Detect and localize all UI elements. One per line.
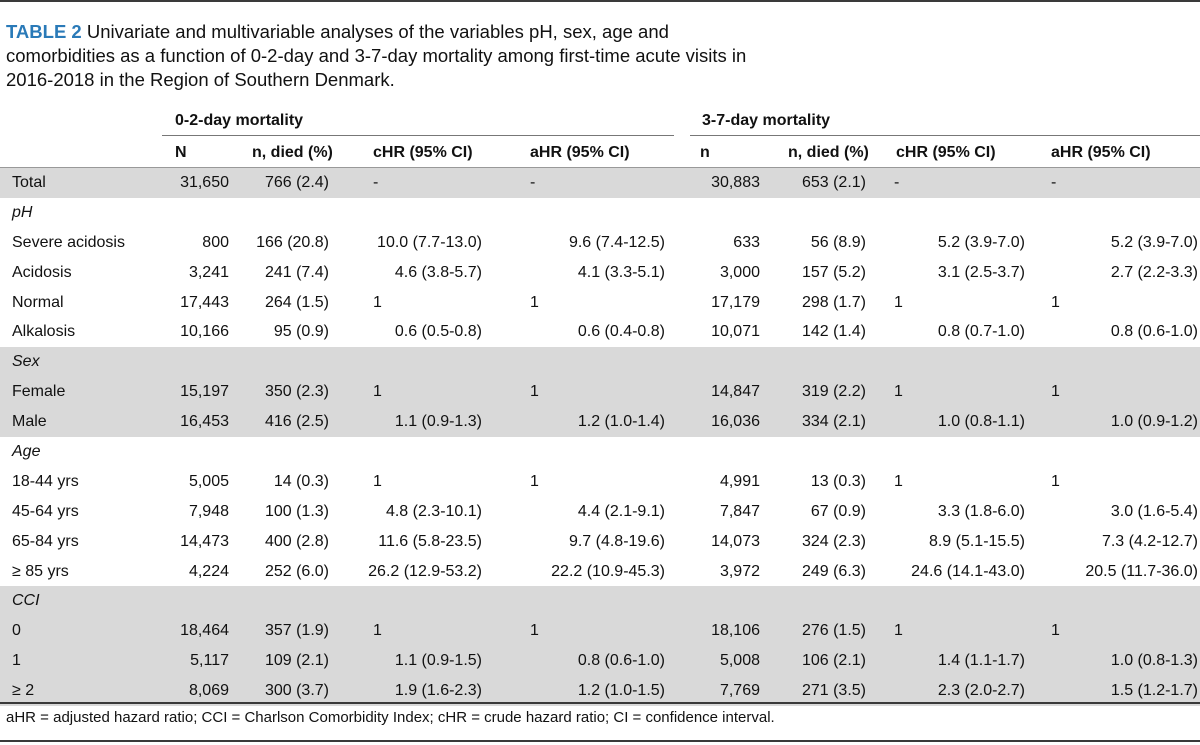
column-header: cHR (95% CI): [357, 138, 510, 168]
footer-rule: [0, 740, 1200, 742]
table-cell: 1.4 (1.1-1.7): [880, 646, 1037, 676]
table-cell: 1.0 (0.9-1.2): [1037, 407, 1200, 437]
section-row: [0, 347, 1200, 377]
table-row: [0, 168, 1200, 198]
table-cell: 3.0 (1.6-5.4): [1110, 502, 1198, 520]
column-header: aHR (95% CI): [1037, 138, 1200, 168]
group-header-late: 3-7-day mortality: [702, 112, 831, 129]
group-header-early: 0-2-day mortality: [175, 112, 304, 129]
table-cell: 5.2 (3.9-7.0): [1110, 233, 1198, 251]
table-cell: 0.6 (0.5-0.8): [394, 323, 482, 341]
table-cell: 5,005: [188, 472, 229, 490]
table-row: [0, 467, 1200, 497]
table-cell: 14,073: [711, 532, 760, 550]
table-cell: 7,769: [685, 676, 770, 706]
empty-cell: [247, 437, 357, 467]
table-cell: 1.9 (1.6-2.3): [357, 676, 510, 706]
table-cell: 1: [1037, 377, 1200, 407]
table-row: [0, 288, 1200, 318]
table-cell: 16,453: [162, 407, 247, 437]
table-cell: 319 (2.2): [770, 377, 880, 407]
top-rule: [0, 0, 1200, 2]
table-cell: 7,847: [719, 502, 760, 520]
table-cell: 1: [357, 616, 510, 646]
table-cell: 400 (2.8): [264, 532, 329, 550]
empty-cell: [357, 198, 510, 228]
table-cell: 249 (6.3): [801, 562, 866, 580]
table-cell: 0.6 (0.4-0.8): [577, 323, 665, 341]
empty-cell: [510, 437, 685, 467]
bottom-rule: [0, 702, 1200, 704]
column-header: n: [685, 138, 770, 168]
table-row: [0, 407, 1200, 437]
table-cell: 142 (1.4): [801, 323, 866, 341]
table-cell: 1: [880, 616, 1037, 646]
table-cell: 9.6 (7.4-12.5): [568, 233, 665, 251]
column-header: N: [162, 138, 247, 168]
table-cell: 4,224: [188, 562, 229, 580]
table-cell: 16,036: [685, 407, 770, 437]
row-label: 65-84 yrs: [12, 532, 79, 550]
table-cell: 24.6 (14.1-43.0): [911, 562, 1025, 580]
row-label: 18-44 yrs: [12, 472, 79, 490]
table-cell: 9.7 (4.8-19.6): [568, 532, 665, 550]
column-header: cHR (95% CI): [880, 138, 1037, 168]
table-cell: 1: [373, 472, 382, 490]
empty-cell: [1037, 437, 1200, 467]
row-label: ≥ 85 yrs: [12, 562, 69, 580]
table-cell: 1.0 (0.8-1.3): [1037, 646, 1200, 676]
table-cell: 334 (2.1): [770, 407, 880, 437]
table-row: [0, 317, 1200, 347]
table-cell: 1: [894, 472, 903, 490]
column-header: n, died (%): [770, 138, 880, 168]
table-caption: [6, 20, 766, 92]
table-cell: 633: [733, 233, 760, 251]
table-cell: 3,000: [719, 263, 760, 281]
row-label: Acidosis: [12, 263, 72, 281]
table-cell: 4.6 (3.8-5.7): [394, 263, 482, 281]
empty-cell: [162, 586, 247, 616]
table-cell: 22.2 (10.9-45.3): [551, 562, 665, 580]
table-cell: 4,991: [719, 472, 760, 490]
table-cell: 15,197: [162, 377, 247, 407]
section-label: pH: [12, 203, 33, 221]
table-cell: 1.0 (0.8-1.1): [880, 407, 1037, 437]
table-cell: 109 (2.1): [247, 646, 357, 676]
empty-cell: [685, 198, 770, 228]
empty-cell: [247, 347, 357, 377]
table-cell: 1.2 (1.0-1.4): [510, 407, 685, 437]
table-cell: 10.0 (7.7-13.0): [377, 233, 482, 251]
table-cell: 67 (0.9): [810, 502, 866, 520]
table-cell: 7.3 (4.2-12.7): [1101, 532, 1198, 550]
empty-cell: [770, 586, 880, 616]
table-cell: 31,650: [162, 168, 247, 198]
table-cell: 20.5 (11.7-36.0): [1085, 562, 1198, 580]
table-cell: 0.8 (0.6-1.0): [510, 646, 685, 676]
section-row: [0, 198, 1200, 228]
table-cell: 26.2 (12.9-53.2): [368, 562, 482, 580]
table-cell: 1: [1051, 472, 1060, 490]
table-cell: 241 (7.4): [264, 263, 329, 281]
column-header: aHR (95% CI): [510, 138, 685, 168]
table-cell: 11.6 (5.8-23.5): [378, 532, 482, 550]
table-cell: 1: [530, 293, 539, 311]
section-row: [0, 437, 1200, 467]
table-cell: 18,464: [162, 616, 247, 646]
row-label: Severe acidosis: [12, 233, 125, 251]
table-cell: 800: [202, 233, 229, 251]
column-header: [0, 138, 162, 168]
empty-cell: [162, 198, 247, 228]
table-cell: 5.2 (3.9-7.0): [937, 233, 1025, 251]
table-cell: 2.7 (2.2-3.3): [1110, 263, 1198, 281]
table-row: [0, 527, 1200, 557]
table-cell: 7,948: [188, 502, 229, 520]
empty-cell: [685, 586, 770, 616]
table-cell: 653 (2.1): [770, 168, 880, 198]
group-rule-early: [162, 135, 674, 136]
table-cell: 252 (6.0): [264, 562, 329, 580]
table-cell: 1: [510, 616, 685, 646]
table-cell: 4.8 (2.3-10.1): [385, 502, 482, 520]
table-footnote: aHR = adjusted hazard ratio; CCI = Charlson Comorbidity Index; cHR = crude hazard ratio; CI = confidence interval.: [6, 709, 775, 726]
section-row: [0, 586, 1200, 616]
table-row: [0, 497, 1200, 527]
group-rule-late: [690, 135, 1200, 136]
table-cell: 157 (5.2): [801, 263, 866, 281]
table-cell: 30,883: [685, 168, 770, 198]
table-cell: 2.3 (2.0-2.7): [880, 676, 1037, 706]
table-cell: 5,117: [162, 646, 247, 676]
table-cell: 10,166: [180, 323, 229, 341]
row-label: 45-64 yrs: [12, 502, 79, 520]
empty-cell: [1037, 586, 1200, 616]
table-cell: 100 (1.3): [264, 502, 329, 520]
empty-cell: [880, 347, 1037, 377]
row-label: Total: [0, 168, 162, 198]
table-cell: -: [880, 168, 1037, 198]
table-cell: 17,179: [711, 293, 760, 311]
table-cell: 350 (2.3): [247, 377, 357, 407]
table-cell: 14,473: [180, 532, 229, 550]
empty-cell: [770, 437, 880, 467]
table-cell: 95 (0.9): [273, 323, 329, 341]
table-cell: 3.3 (1.8-6.0): [937, 502, 1025, 520]
table-cell: 1: [357, 377, 510, 407]
table-cell: -: [357, 168, 510, 198]
table-cell: 0.8 (0.6-1.0): [1110, 323, 1198, 341]
table-cell: 3,972: [719, 562, 760, 580]
table-cell: 1: [894, 293, 903, 311]
table-cell: 264 (1.5): [264, 293, 329, 311]
table-cell: 18,106: [685, 616, 770, 646]
table-cell: 1: [530, 472, 539, 490]
table-cell: 1.1 (0.9-1.3): [357, 407, 510, 437]
table-cell: 766 (2.4): [247, 168, 357, 198]
table-cell: 3.1 (2.5-3.7): [937, 263, 1025, 281]
empty-cell: [510, 347, 685, 377]
empty-cell: [357, 437, 510, 467]
empty-cell: [357, 586, 510, 616]
table-cell: 8.9 (5.1-15.5): [928, 532, 1025, 550]
empty-cell: [357, 347, 510, 377]
table-cell: 14 (0.3): [273, 472, 329, 490]
empty-cell: [162, 347, 247, 377]
table-row: [0, 616, 1200, 646]
row-label: Male: [0, 407, 162, 437]
empty-cell: [880, 437, 1037, 467]
table-cell: 1: [373, 293, 382, 311]
table-cell: 300 (3.7): [247, 676, 357, 706]
caption-text: Univariate and multivariable analyses of the variables pH, sex, age and comorbidities as a function of 0-2-day and 3-7-day mortality among first-time acute visits in 2016-2018 in the Region of Southern Denmark.: [6, 21, 747, 90]
row-label: ≥ 2: [0, 676, 162, 706]
row-label: 0: [0, 616, 162, 646]
empty-cell: [1037, 347, 1200, 377]
empty-cell: [685, 347, 770, 377]
table-cell: 1.1 (0.9-1.5): [357, 646, 510, 676]
table-cell: -: [1037, 168, 1200, 198]
row-label: 1: [0, 646, 162, 676]
caption-label: TABLE 2: [6, 21, 82, 42]
table-cell: -: [510, 168, 685, 198]
empty-cell: [247, 198, 357, 228]
mortality-table: [0, 138, 1200, 706]
table-cell: 1: [1037, 616, 1200, 646]
table-cell: 298 (1.7): [801, 293, 866, 311]
table-cell: 324 (2.3): [801, 532, 866, 550]
table-cell: 1.5 (1.2-1.7): [1037, 676, 1200, 706]
table-cell: 10,071: [711, 323, 760, 341]
empty-cell: [247, 586, 357, 616]
table-cell: 8,069: [162, 676, 247, 706]
table-row: [0, 377, 1200, 407]
empty-cell: [685, 437, 770, 467]
table-cell: 3,241: [188, 263, 229, 281]
table-cell: 106 (2.1): [770, 646, 880, 676]
table-cell: 5,008: [685, 646, 770, 676]
table-cell: 166 (20.8): [256, 233, 329, 251]
empty-cell: [1037, 198, 1200, 228]
table-cell: 1.2 (1.0-1.5): [510, 676, 685, 706]
table-cell: 416 (2.5): [247, 407, 357, 437]
table-cell: 0.8 (0.7-1.0): [937, 323, 1025, 341]
table-row: [0, 557, 1200, 587]
section-label: Sex: [0, 347, 162, 377]
row-label: Alkalosis: [12, 323, 76, 341]
table-cell: 14,847: [685, 377, 770, 407]
table-cell: 56 (8.9): [810, 233, 866, 251]
empty-cell: [880, 586, 1037, 616]
empty-cell: [770, 198, 880, 228]
empty-cell: [162, 437, 247, 467]
table-cell: 4.1 (3.3-5.1): [577, 263, 665, 281]
table-cell: 1: [1051, 293, 1060, 311]
empty-cell: [510, 198, 685, 228]
table-cell: 1: [510, 377, 685, 407]
table-row: [0, 258, 1200, 288]
table-row: [0, 228, 1200, 258]
table-cell: 17,443: [180, 293, 229, 311]
table-row: [0, 646, 1200, 676]
row-label: Female: [0, 377, 162, 407]
table-cell: 357 (1.9): [247, 616, 357, 646]
empty-cell: [770, 347, 880, 377]
table-cell: 271 (3.5): [770, 676, 880, 706]
table-cell: 276 (1.5): [770, 616, 880, 646]
row-label: Normal: [12, 293, 64, 311]
empty-cell: [880, 198, 1037, 228]
table-cell: 1: [880, 377, 1037, 407]
table-cell: 4.4 (2.1-9.1): [577, 502, 665, 520]
section-label: CCI: [0, 586, 162, 616]
empty-cell: [510, 586, 685, 616]
column-header: n, died (%): [247, 138, 357, 168]
table-cell: 13 (0.3): [810, 472, 866, 490]
section-label: Age: [12, 442, 41, 460]
column-header-row: [0, 138, 1200, 168]
